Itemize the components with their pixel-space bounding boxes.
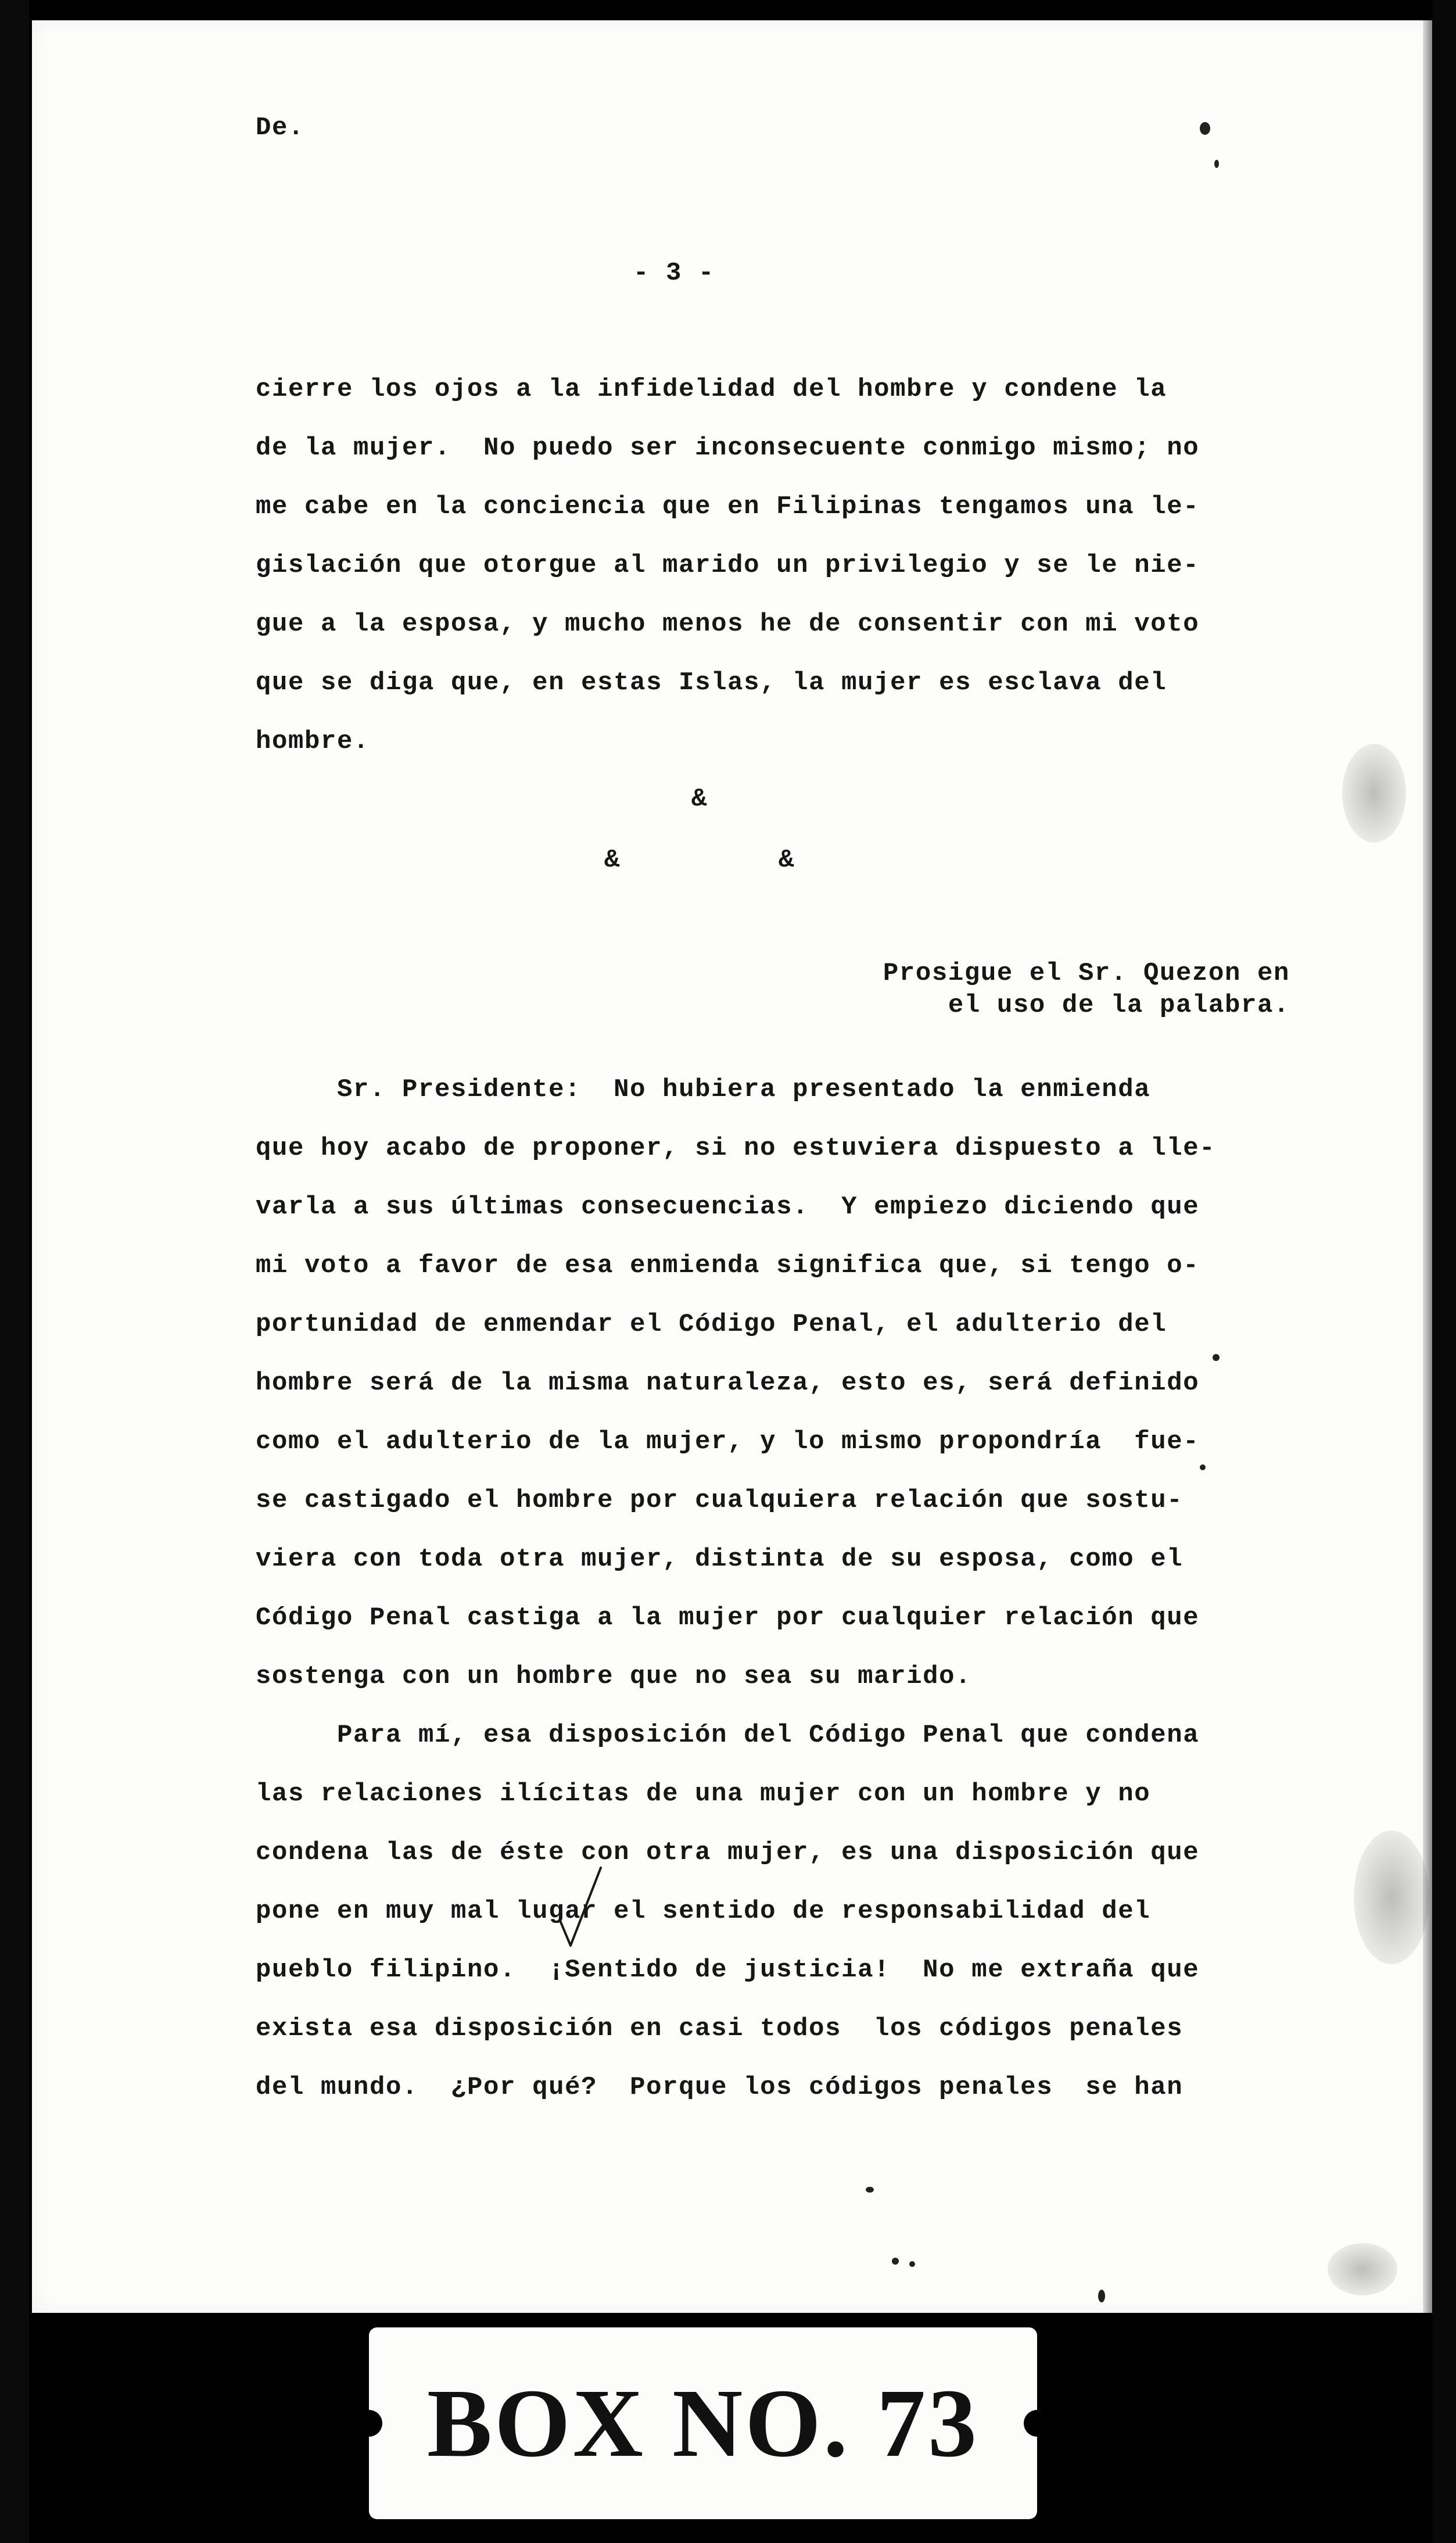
text-line: viera con toda otra mujer, distinta de su esposa, como el: [256, 1545, 1184, 1574]
text-line: del mundo. ¿Por qué? Porque los códigos penales se han: [256, 2073, 1184, 2102]
document-page: [32, 20, 1432, 2313]
scan-speck: [1098, 2290, 1105, 2302]
text-line: gue a la esposa, y mucho menos he de consentir con mi voto: [256, 610, 1200, 639]
text-line: se castigado el hombre por cualquiera relación que sostu-: [256, 1486, 1184, 1515]
box-label-text: BOX NO. 73: [426, 2369, 980, 2477]
stage-direction-line: Prosigue el Sr. Quezon en: [883, 959, 1290, 988]
scan-smudge: [1354, 1831, 1429, 1964]
separator-ampersand-right: &: [779, 846, 795, 875]
separator-ampersand-left: &: [604, 846, 621, 875]
corner-note: De.: [256, 113, 305, 142]
text-line: que hoy acabo de proponer, si no estuviera dispuesto a lle-: [256, 1134, 1216, 1163]
text-line: las relaciones ilícitas de una mujer con un hombre y no: [256, 1779, 1151, 1808]
text-line: hombre será de la misma naturaleza, esto es, será definido: [256, 1369, 1200, 1398]
stage-direction-line: el uso de la palabra.: [948, 991, 1290, 1020]
text-line: sostenga con un hombre que no sea su marido.: [256, 1662, 972, 1691]
scan-frame-right: [1433, 0, 1456, 2543]
scan-speck: [1200, 1464, 1206, 1470]
text-line: portunidad de enmendar el Código Penal, el adulterio del: [256, 1310, 1167, 1339]
separator-ampersand-top: &: [691, 785, 708, 814]
text-line: condena las de éste con otra mujer, es una disposición que: [256, 1838, 1200, 1867]
page-number: - 3 -: [633, 259, 715, 288]
handwritten-check-mark: [558, 1865, 604, 1953]
text-line: hombre.: [256, 727, 370, 756]
text-line: cierre los ojos a la infidelidad del hombre y condene la: [256, 375, 1167, 404]
page-edge-shadow: [1423, 20, 1432, 2313]
text-line: como el adulterio de la mujer, y lo mismo propondría fue-: [256, 1427, 1200, 1456]
text-line: mi voto a favor de esa enmienda significa que, si tengo o-: [256, 1251, 1200, 1280]
scan-speck: [1213, 1354, 1220, 1361]
text-line: varla a sus últimas consecuencias. Y empiezo diciendo que: [256, 1192, 1200, 1222]
scan-speck: [892, 2258, 899, 2265]
text-line: exista esa disposición en casi todos los códigos penales: [256, 2014, 1184, 2043]
text-line: que se diga que, en estas Islas, la mujer es esclava del: [256, 668, 1167, 697]
box-label: [369, 2327, 1037, 2519]
scan-frame-left: [0, 0, 29, 2543]
scan-smudge: [1342, 744, 1406, 843]
scan-smudge: [1328, 2243, 1397, 2295]
text-line: Código Penal castiga a la mujer por cualquier relación que: [256, 1603, 1200, 1632]
scan-speck: [1214, 160, 1219, 168]
text-line: pone en muy mal lugar el sentido de responsabilidad del: [256, 1897, 1151, 1926]
text-line: de la mujer. No puedo ser inconsecuente conmigo mismo; no: [256, 434, 1200, 463]
text-line: gislación que otorgue al marido un privilegio y se le nie-: [256, 551, 1200, 580]
text-line: Para mí, esa disposición del Código Penal que condena: [256, 1721, 1200, 1750]
text-line: pueblo filipino. ¡Sentido de justicia! No me extraña que: [256, 1955, 1200, 1985]
text-line: Sr. Presidente: No hubiera presentado la enmienda: [256, 1075, 1151, 1104]
scan-speck: [909, 2261, 915, 2267]
scan-speck: [1200, 122, 1210, 135]
scan-speck: [866, 2187, 874, 2193]
text-line: me cabe en la conciencia que en Filipinas tengamos una le-: [256, 492, 1200, 521]
